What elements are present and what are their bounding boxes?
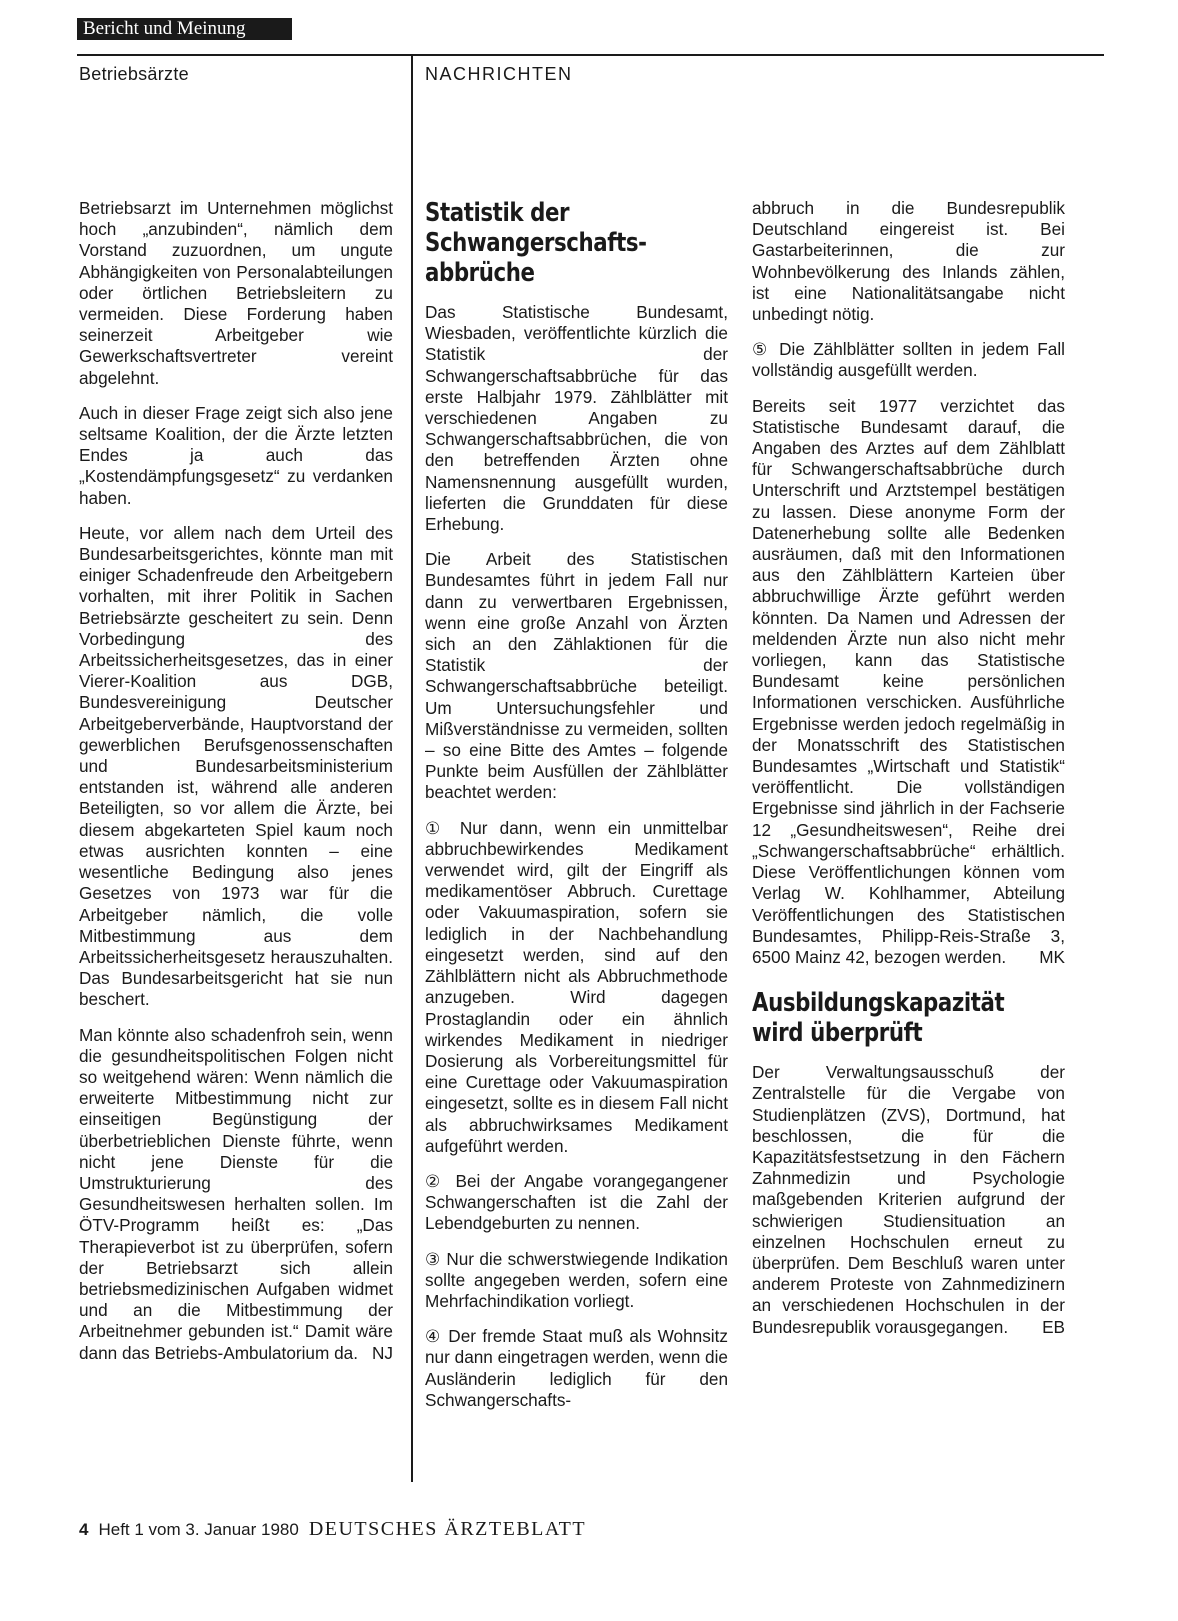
paragraph: ③ Nur die schwerstwiegende Indikation sollte angegeben werden, sofern eine Mehrfachindikation vorliegt. (425, 1248, 728, 1311)
column-divider (411, 54, 413, 1482)
headline-ausbildung: Ausbildungskapazität wird überprüft (752, 988, 1005, 1049)
paragraph-text: Bereits seit 1977 verzichtet das Statistische Bundesamt darauf, die Angaben des Arztes auf dem Zählblatt für Schwangerschaftsabbrüche durch Unterschrift und Arztstempel bestätigen zu lassen. Diese anonyme Form der Datenerhebung sollte alle Bedenken ausräumen, daß mit den Informationen aus den Zählblättern Karteien über abbruchwillige Ärzte geführt werden könnten. Da Namen und Adressen der meldenden Ärzte nun also nicht mehr vorliegen, kann das Statistische Bundesamt keine persönlichen Informationen verschicken. Ausführliche Ergebnisse werden jedoch regelmäßig in der Monatsschrift des Statistischen Bundesamtes „Wirtschaft und Statistik“ veröffentlicht. Die vollständigen Ergebnisse sind jährlich in der Fachserie 12 „Gesundheitswesen“, Reihe drei „Schwangerschaftsabbrüche“ erhältlich. Diese Veröffentlichungen können vom Verlag W. Kohlhammer, Abteilung Veröffentlichungen des Statistischen Bundesamtes, Philipp-Reis-Straße 3, 6500 Mainz 42, bezogen werden. (752, 395, 1065, 967)
issue-info: Heft 1 vom 3. Januar 1980 (98, 1520, 299, 1539)
paragraph: ⑤ Die Zählblätter sollten in jedem Fall vollständig ausgefüllt werden. (752, 339, 1065, 381)
article-statistik-column (425, 198, 728, 1425)
author-signature: NJ (371, 1342, 393, 1363)
article-continuation-column (752, 198, 1065, 1352)
page-number: 4 (79, 1520, 89, 1539)
headline-statistik: Statistik der Schwangerschafts- abbrüche (425, 198, 647, 288)
section-tag: Bericht und Meinung (77, 18, 292, 40)
paragraph-text: Man könnte also schadenfroh sein, wenn die gesundheitspolitischen Folgen nicht so weitgehend wären: Wenn nämlich die erweiterte Mitbestimmung nicht zur einseitigen Begünstigung der überbetrieblichen Dienste führte, wenn nicht jene Dienste für die Umstrukturierung des Gesundheitswesen herhalten sollen. Im ÖTV-Programm heißt es: „Das Therapieverbot ist zu überprüfen, sofern der Betriebsarzt sich allein betriebsmedizinischen Aufgaben widmet und an die Mitbestimmung der Arbeitnehmer gebunden ist.“ Damit wäre dann das Betriebs-Ambulatorium da. (79, 1024, 393, 1363)
paragraph: ② Bei der Angabe vorangegangener Schwangerschaften ist die Zahl der Lebendgeburten zu nennen. (425, 1170, 728, 1234)
paragraph: ① Nur dann, wenn ein unmittelbar abbruchbewirkendes Medikament verwendet wird, gilt der Eingriff als medikamentöser Abbruch. Curettage oder Vakuumaspiration, sofern sie lediglich in der Nachbehandlung eingesetzt werden, sind auf den Zählblättern nicht als Abbruchmethode anzugeben. Wird dagegen Prostaglandin oder ein ähnlich wirkendes Medikament in niedriger Dosierung als Vorbereitungsmittel für eine Curettage oder Vakuumaspiration eingesetzt, sollte es in diesem Fall nicht als abbruchwirksames Medikament aufgeführt werden. (425, 817, 728, 1156)
paragraph (752, 396, 1065, 968)
paragraph: Auch in dieser Frage zeigt sich also jene seltsame Koalition, der die Ärzte letzten Endes ja auch das „Kostendämpfungsgesetz“ zu verdanken haben. (79, 402, 393, 508)
column-header-left: Betriebsärzte (79, 64, 189, 84)
top-rule (77, 54, 1104, 56)
article-betriebsaerzte-column (79, 198, 393, 1378)
paragraph (79, 1025, 393, 1364)
journal-name: DEUTSCHES ÄRZTEBLATT (308, 1518, 587, 1540)
paragraph-text: Der Verwaltungsausschuß der Zentralstelle für die Vergabe von Studienplätzen (ZVS), Dortmund, hat beschlossen, die für die Kapazitätsfestsetzung in den Fächern Zahnmedizin und Psychologie maßgebenden Kriterien aufgrund der schwierigen Studiensituation an einzelnen Hochschulen erneut zu überprüfen. Dem Beschluß waren unter anderem Proteste von Zahnmedizinern an verschiedenen Hochschulen in der Bundesrepublik vorausgegangen. (752, 1062, 1065, 1337)
paragraph: ④ Der fremde Staat muß als Wohnsitz nur dann eingetragen werden, wenn die Ausländerin lediglich für den Schwangerschafts- (425, 1326, 728, 1410)
paragraph: Heute, vor allem nach dem Urteil des Bundesarbeitsgerichtes, könnte man mit einiger Schadenfreude den Arbeitgebern vorhalten, mit ihrer Politik in Sachen Betriebsärzte gescheitert zu sein. Denn Vorbedingung des Arbeitssicherheitsgesetzes, das in einer Vierer-Koalition aus DGB, Bundesvereinigung Deutscher Arbeitgeberverbände, Hauptvorstand der gewerblichen Berufsgenossenschaften und Bundesarbeitsministerium entstanden ist, während alle anderen Beteiligten, so vor allem die Ärzte, bei diesem abgekarteten Spiel kaum noch etwas ausrichten konnten – eine wesentliche Bedingung also jenes Gesetzes von 1973 war für die Arbeitgeber nämlich, die volle Mitbestimmung aus dem Arbeitssicherheitsgesetz herauszuhalten. Das Bundesarbeitsgericht hat sie nun beschert. (79, 522, 393, 1010)
column-header-right: NACHRICHTEN (425, 64, 573, 84)
author-signature: EB (1042, 1316, 1065, 1337)
paragraph: abbruch in die Bundesrepublik Deutschland eingereist ist. Bei Gastarbeiterinnen, die zur Wohnbevölkerung des Inlands zählen, ist eine Nationalitätsangabe nicht unbedingt nötig. (752, 198, 1065, 325)
paragraph: Betriebsarzt im Unternehmen möglichst hoch „anzubinden“, nämlich dem Vorstand zuzuordnen, um ungute Abhängigkeiten von Personalabteilungen oder örtlichen Betriebsleitern zu vermeiden. Diese Forderung haben seinerzeit Arbeitgeber wie Gewerkschaftsvertreter vereint abgelehnt. (79, 198, 393, 388)
paragraph (752, 1062, 1065, 1338)
paragraph: Die Arbeit des Statistischen Bundesamtes führt in jedem Fall nur dann zu verwertbaren Ergebnissen, wenn eine große Anzahl von Ärzten sich an den Zählaktionen für die Statistik der Schwangerschaftsabbrüche beteiligt. Um Untersuchungsfehler und Mißverständnisse zu vermeiden, sollten – so eine Bitte des Amtes – folgende Punkte beim Ausfüllen der Zählblätter beachtet werden: (425, 549, 728, 803)
paragraph: Das Statistische Bundesamt, Wiesbaden, veröffentlichte kürzlich die Statistik der Schwangerschaftsabbrüche für das erste Halbjahr 1979. Zählblätter mit verschiedenen Angaben zu Schwangerschaftsabbrüchen, die von den betreffenden Ärzten ohne Namensnennung ausgefüllt wurden, lieferten die Grunddaten für diese Erhebung. (425, 302, 728, 535)
page-footer (79, 1518, 586, 1541)
author-signature: MK (1039, 946, 1065, 967)
